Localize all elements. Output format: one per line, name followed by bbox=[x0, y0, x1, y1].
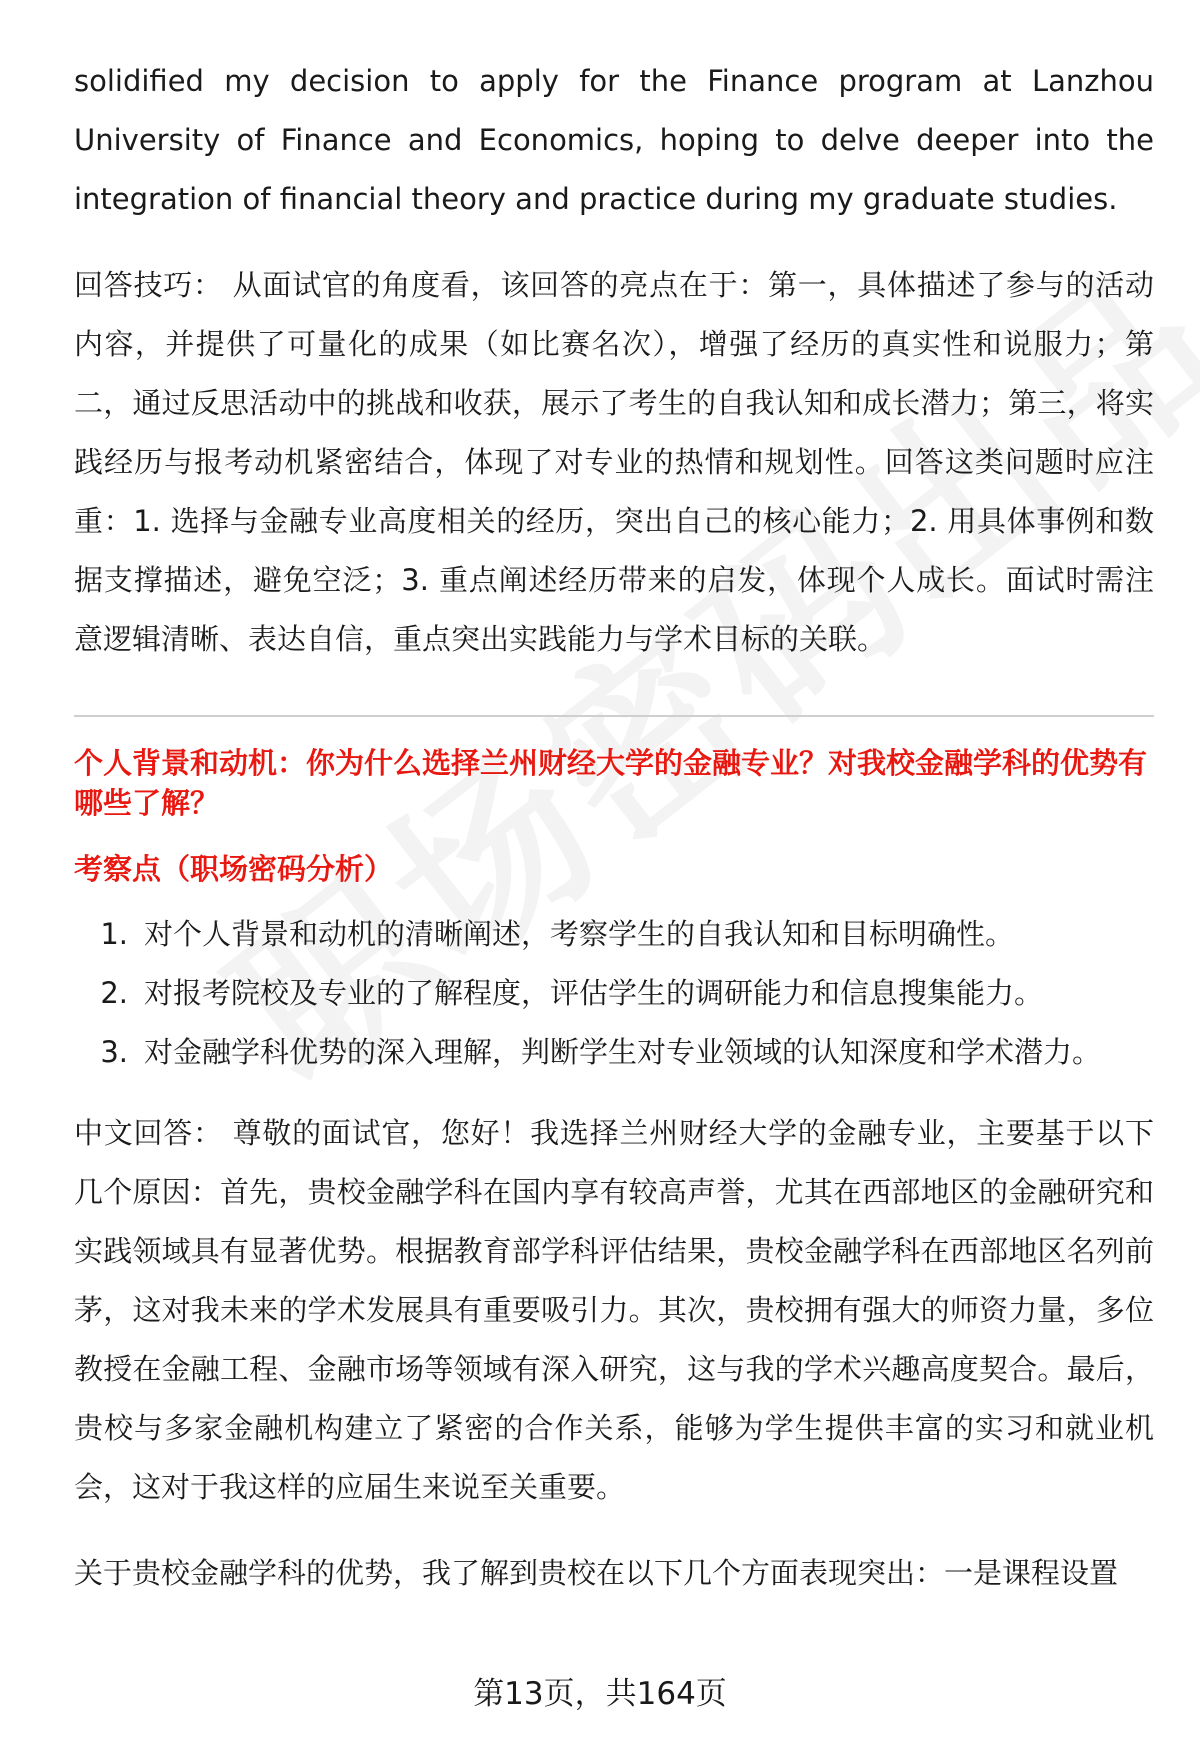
list-item-text: 对个人背景和动机的清晰阐述，考察学生的自我认知和目标明确性。 bbox=[144, 917, 1015, 951]
advantages-paragraph: 关于贵校金融学科的优势，我了解到贵校在以下几个方面表现突出：一是课程设置 bbox=[74, 1556, 1119, 1590]
question-title: 个人背景和动机：你为什么选择兰州财经大学的金融专业？对我校金融学科的优势有哪些了解？ bbox=[74, 746, 1148, 820]
focus-heading: 考察点（职场密码分析） bbox=[74, 852, 394, 886]
list-item bbox=[74, 964, 1154, 1023]
list-item bbox=[74, 905, 1154, 964]
chinese-answer-paragraph: 中文回答： 尊敬的面试官，您好！我选择兰州财经大学的金融专业，主要基于以下几个原因：首先，贵校金融学科在国内享有较高声誉，尤其在西部地区的金融研究和实践领域具有显著优势。根据教育部学科评估结果，贵校金融学科在西部地区名列前茅，这对我未来的学术发展具有重要吸引力。其次，贵校拥有强大的师资力量，多位教授在金融工程、金融市场等领域有深入研究，这与我的学术兴趣高度契合。最后，贵校与多家金融机构建立了紧密的合作关系，能够为学生提供丰富的实习和就业机会，这对于我这样的应届生来说至关重要。 bbox=[74, 1116, 1154, 1504]
page-number: 第13页，共164页 bbox=[473, 1676, 727, 1712]
list-item-number: 3. bbox=[100, 1035, 128, 1069]
list-item bbox=[74, 1023, 1154, 1082]
section-divider bbox=[74, 715, 1154, 717]
focus-points-list bbox=[74, 905, 1154, 1082]
answer-tips-paragraph: 回答技巧： 从面试官的角度看，该回答的亮点在于：第一，具体描述了参与的活动内容，并提供了可量化的成果（如比赛名次），增强了经历的真实性和说服力；第二，通过反思活动中的挑战和收获，展示了考生的自我认知和成长潜力；第三，将实践经历与报考动机紧密结合，体现了对专业的热情和规划性。回答这类问题时应注重：1. 选择与金融专业高度相关的经历，突出自己的核心能力；2. 用具体事例和数据支撑描述，避免空泛；3. 重点阐述经历带来的启发，体现个人成长。面试时需注意逻辑清晰、表达自信，重点突出实践能力与学术目标的关联。 bbox=[74, 268, 1154, 656]
list-item-text: 对报考院校及专业的了解程度，评估学生的调研能力和信息搜集能力。 bbox=[144, 976, 1044, 1010]
document-body bbox=[74, 52, 1154, 1603]
list-item-number: 1. bbox=[100, 917, 128, 951]
intro-continuation-paragraph: solidified my decision to apply for the Finance program at Lanzhou University of Finance and Economics, hoping to delve deeper into the integration of financial theory and practice during my graduate studies. bbox=[74, 64, 1154, 216]
list-item-number: 2. bbox=[100, 976, 128, 1010]
list-item-text: 对金融学科优势的深入理解，判断学生对专业领域的认知深度和学术潜力。 bbox=[144, 1035, 1102, 1069]
